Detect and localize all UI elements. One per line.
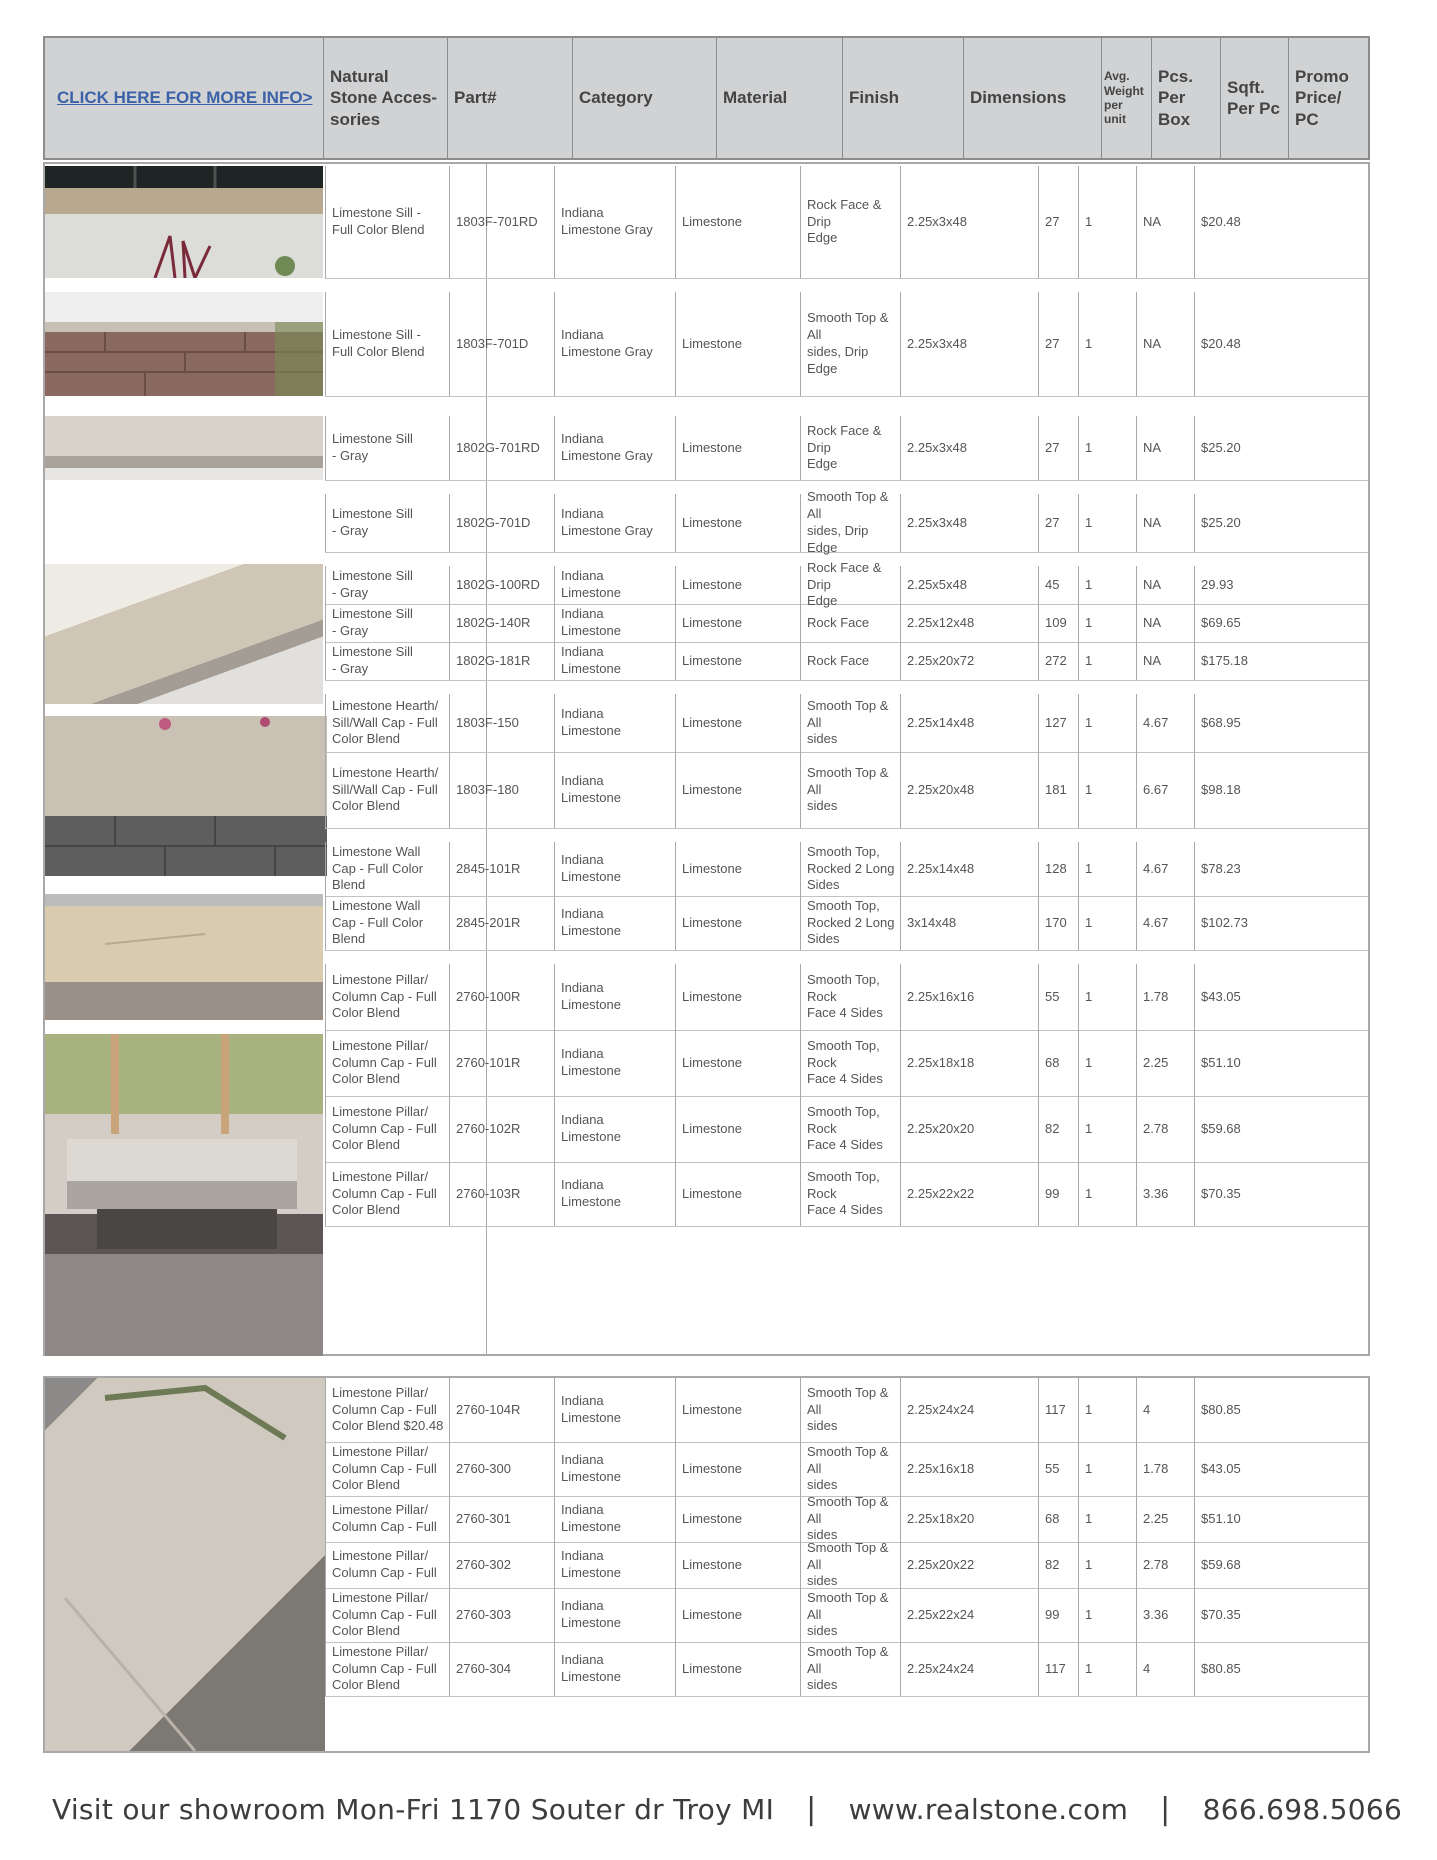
table-row	[325, 1588, 1368, 1643]
cell-pcs: 1	[1078, 1162, 1136, 1226]
cell-name: Limestone Pillar/ Column Cap - Full Color Blend	[325, 1442, 449, 1496]
pillar-smooth-photo	[45, 1378, 325, 1751]
cell-name: Limestone Sill - Gray	[325, 604, 449, 642]
cell-price: $25.20	[1194, 416, 1368, 480]
cell-name: Limestone Pillar/ Column Cap - Full Color Blend	[325, 1096, 449, 1162]
cell-price: $51.10	[1194, 1030, 1368, 1096]
cell-sqft: NA	[1136, 416, 1194, 480]
cell-name: Limestone Sill - Gray	[325, 494, 449, 552]
table-row	[325, 416, 1368, 481]
cell-material: Limestone	[675, 1642, 800, 1696]
cell-weight: 82	[1038, 1096, 1078, 1162]
cell-weight: 109	[1038, 604, 1078, 642]
cell-name: Limestone Hearth/ Sill/Wall Cap - Full Color Blend	[325, 694, 449, 752]
cell-weight: 82	[1038, 1542, 1078, 1588]
cell-material: Limestone	[675, 416, 800, 480]
cell-material: Limestone	[675, 1442, 800, 1496]
cell-sqft: 3.36	[1136, 1588, 1194, 1642]
footer-separator: |	[806, 1792, 817, 1827]
cell-material: Limestone	[675, 1496, 800, 1542]
cell-dim: 2.25x20x72	[900, 642, 1038, 680]
cell-part: 2760-102R	[449, 1096, 554, 1162]
cell-finish: Smooth Top & All sides	[800, 752, 900, 828]
cell-sqft: 3.36	[1136, 1162, 1194, 1226]
cell-price: $59.68	[1194, 1542, 1368, 1588]
cell-price: $43.05	[1194, 1442, 1368, 1496]
table-row	[325, 1642, 1368, 1697]
cell-dim: 2.25x18x18	[900, 1030, 1038, 1096]
table-row	[325, 1442, 1368, 1497]
cell-material: Limestone	[675, 842, 800, 896]
cell-dim: 2.25x3x48	[900, 494, 1038, 552]
cell-sqft: 4	[1136, 1642, 1194, 1696]
header-link-cell	[45, 38, 323, 158]
cell-part: 2845-201R	[449, 896, 554, 950]
cell-pcs: 1	[1078, 642, 1136, 680]
cell-part: 2760-300	[449, 1442, 554, 1496]
cell-price: $20.48	[1194, 292, 1368, 396]
cell-material: Limestone	[675, 604, 800, 642]
cell-name: Limestone Pillar/ Column Cap - Full Color Blend	[325, 1642, 449, 1696]
table-row	[325, 166, 1368, 279]
cell-part: 2760-303	[449, 1588, 554, 1642]
cell-finish: Smooth Top, Rock Face 4 Sides	[800, 1162, 900, 1226]
wall-cap-photo	[45, 894, 323, 1020]
table-row	[325, 752, 1368, 829]
cell-finish: Smooth Top, Rocked 2 Long Sides	[800, 842, 900, 896]
cell-finish: Smooth Top, Rock Face 4 Sides	[800, 964, 900, 1030]
cell-sqft: NA	[1136, 642, 1194, 680]
cell-pcs: 1	[1078, 964, 1136, 1030]
table-row	[325, 1539, 1368, 1589]
cell-category: Indiana Limestone	[554, 1542, 675, 1588]
cell-material: Limestone	[675, 1542, 800, 1588]
cell-dim: 2.25x20x20	[900, 1096, 1038, 1162]
cell-sqft: NA	[1136, 604, 1194, 642]
header-natural: Natural Stone Acces- sories	[323, 38, 447, 158]
table-row	[325, 694, 1368, 753]
cell-name: Limestone Pillar/ Column Cap - Full Color Blend	[325, 1162, 449, 1226]
cell-sqft: 4.67	[1136, 896, 1194, 950]
table-row	[325, 642, 1368, 681]
cell-dim: 2.25x5x48	[900, 566, 1038, 604]
cell-pcs: 1	[1078, 694, 1136, 752]
cell-part: 2760-304	[449, 1642, 554, 1696]
cell-weight: 99	[1038, 1588, 1078, 1642]
cell-category: Indiana Limestone	[554, 752, 675, 828]
cell-finish: Smooth Top & All sides, Drip Edge	[800, 292, 900, 396]
cell-price: $80.85	[1194, 1642, 1368, 1696]
table-section-main	[43, 162, 1370, 1356]
cell-sqft: NA	[1136, 494, 1194, 552]
cell-finish: Smooth Top, Rock Face 4 Sides	[800, 1030, 900, 1096]
cell-name: Limestone Hearth/ Sill/Wall Cap - Full Color Blend	[325, 752, 449, 828]
cell-pcs: 1	[1078, 1442, 1136, 1496]
cell-part: 1802G-701RD	[449, 416, 554, 480]
table-row	[325, 1096, 1368, 1163]
cell-name: Limestone Sill - Full Color Blend	[325, 166, 449, 278]
cell-pcs: 1	[1078, 1496, 1136, 1542]
table-row	[325, 1030, 1368, 1097]
cell-sqft: 4	[1136, 1378, 1194, 1442]
sill-gray-thick-photo	[45, 564, 323, 704]
table-row	[325, 292, 1368, 397]
cell-name: Limestone Sill - Gray	[325, 416, 449, 480]
cell-name: Limestone Pillar/ Column Cap - Full Color Blend $20.48	[325, 1378, 449, 1442]
cell-name: Limestone Sill - Gray	[325, 566, 449, 604]
cell-part: 1803F-701RD	[449, 166, 554, 278]
table-row	[325, 842, 1368, 897]
cell-dim: 2.25x16x18	[900, 1442, 1038, 1496]
cell-pcs: 1	[1078, 1096, 1136, 1162]
cell-sqft: 1.78	[1136, 1442, 1194, 1496]
cell-finish: Smooth Top & All sides	[800, 694, 900, 752]
cell-pcs: 1	[1078, 1542, 1136, 1588]
cell-category: Indiana Limestone Gray	[554, 494, 675, 552]
table-row	[325, 489, 1368, 555]
cell-weight: 272	[1038, 642, 1078, 680]
cell-weight: 68	[1038, 1496, 1078, 1542]
header-weight: Avg. Weight per unit	[1101, 38, 1151, 158]
cell-dim: 2.25x18x20	[900, 1496, 1038, 1542]
cell-weight: 170	[1038, 896, 1078, 950]
cell-weight: 181	[1038, 752, 1078, 828]
sill-brick-photo	[45, 292, 323, 396]
cell-part: 2760-100R	[449, 964, 554, 1030]
cell-pcs: 1	[1078, 604, 1136, 642]
cell-part: 1802G-701D	[449, 494, 554, 552]
cell-dim: 2.25x22x24	[900, 1588, 1038, 1642]
cell-sqft: 2.25	[1136, 1496, 1194, 1542]
cell-material: Limestone	[675, 694, 800, 752]
cell-price: $102.73	[1194, 896, 1368, 950]
cell-category: Indiana Limestone Gray	[554, 166, 675, 278]
cell-price: $70.35	[1194, 1588, 1368, 1642]
cell-dim: 2.25x20x48	[900, 752, 1038, 828]
cell-dim: 2.25x3x48	[900, 166, 1038, 278]
cell-weight: 127	[1038, 694, 1078, 752]
cell-price: $69.65	[1194, 604, 1368, 642]
cell-part: 1802G-100RD	[449, 566, 554, 604]
table-row	[325, 1493, 1368, 1543]
cell-price: $70.35	[1194, 1162, 1368, 1226]
table-row	[325, 1162, 1368, 1227]
table-row	[325, 559, 1368, 609]
cell-dim: 2.25x14x48	[900, 842, 1038, 896]
showroom-text: Visit our showroom Mon-Fri 1170 Souter dr Troy MI	[52, 1793, 775, 1826]
cell-part: 1803F-701D	[449, 292, 554, 396]
footer-separator: |	[1160, 1792, 1171, 1827]
cell-part: 2760-101R	[449, 1030, 554, 1096]
cell-material: Limestone	[675, 494, 800, 552]
cell-dim: 2.25x24x24	[900, 1378, 1038, 1442]
cell-weight: 55	[1038, 964, 1078, 1030]
cell-category: Indiana Limestone	[554, 694, 675, 752]
cell-part: 2845-101R	[449, 842, 554, 896]
cell-price: $25.20	[1194, 494, 1368, 552]
cell-weight: 68	[1038, 1030, 1078, 1096]
cell-sqft: 4.67	[1136, 842, 1194, 896]
cell-part: 2760-104R	[449, 1378, 554, 1442]
cell-category: Indiana Limestone	[554, 1378, 675, 1442]
cell-name: Limestone Pillar/ Column Cap - Full Color Blend	[325, 1030, 449, 1096]
cell-weight: 55	[1038, 1442, 1078, 1496]
cell-finish: Smooth Top & All sides	[800, 1378, 900, 1442]
cell-dim: 2.25x20x22	[900, 1542, 1038, 1588]
cell-category: Indiana Limestone	[554, 1162, 675, 1226]
sill-gray-photo	[45, 416, 323, 480]
header-price: Promo Price/ PC	[1288, 38, 1368, 158]
header-finish: Finish	[842, 38, 963, 158]
cell-category: Indiana Limestone	[554, 604, 675, 642]
cell-finish: Smooth Top & All sides	[800, 1588, 900, 1642]
cell-finish: Rock Face & Drip Edge	[800, 416, 900, 480]
cell-finish: Smooth Top & All sides	[800, 1496, 900, 1542]
table-row	[325, 1378, 1368, 1443]
more-info-link[interactable]: CLICK HERE FOR MORE INFO>	[57, 88, 313, 108]
cell-weight: 117	[1038, 1378, 1078, 1442]
cell-pcs: 1	[1078, 1642, 1136, 1696]
header-pcs: Pcs. Per Box	[1151, 38, 1220, 158]
cell-category: Indiana Limestone	[554, 1442, 675, 1496]
cell-weight: 128	[1038, 842, 1078, 896]
table-header	[43, 36, 1370, 160]
cell-sqft: 2.78	[1136, 1542, 1194, 1588]
cell-material: Limestone	[675, 166, 800, 278]
cell-part: 2760-302	[449, 1542, 554, 1588]
cell-name: Limestone Pillar/ Column Cap - Full Color Blend	[325, 1588, 449, 1642]
cell-part: 1803F-150	[449, 694, 554, 752]
cell-pcs: 1	[1078, 292, 1136, 396]
cell-finish: Rock Face & Drip Edge	[800, 566, 900, 604]
header-sqft: Sqft. Per Pc	[1220, 38, 1288, 158]
footer	[52, 1792, 1403, 1827]
cell-sqft: NA	[1136, 166, 1194, 278]
header-part: Part#	[447, 38, 572, 158]
cell-category: Indiana Limestone Gray	[554, 292, 675, 396]
cell-weight: 117	[1038, 1642, 1078, 1696]
cell-material: Limestone	[675, 292, 800, 396]
cell-dim: 3x14x48	[900, 896, 1038, 950]
cell-pcs: 1	[1078, 1588, 1136, 1642]
cell-material: Limestone	[675, 964, 800, 1030]
cell-category: Indiana Limestone	[554, 896, 675, 950]
header-dimensions: Dimensions	[963, 38, 1101, 158]
cell-finish: Smooth Top & All sides	[800, 1542, 900, 1588]
cell-weight: 27	[1038, 166, 1078, 278]
cell-finish: Smooth Top & All sides	[800, 1642, 900, 1696]
cell-finish: Smooth Top & All sides, Drip Edge	[800, 494, 900, 552]
cell-dim: 2.25x14x48	[900, 694, 1038, 752]
cell-finish: Smooth Top & All sides	[800, 1442, 900, 1496]
cell-finish: Rock Face	[800, 604, 900, 642]
table-row	[325, 964, 1368, 1031]
cell-sqft: NA	[1136, 292, 1194, 396]
cell-part: 1802G-181R	[449, 642, 554, 680]
cell-category: Indiana Limestone	[554, 642, 675, 680]
cell-pcs: 1	[1078, 566, 1136, 604]
cell-category: Indiana Limestone	[554, 1030, 675, 1096]
cell-part: 1803F-180	[449, 752, 554, 828]
cell-part: 2760-301	[449, 1496, 554, 1542]
cell-finish: Smooth Top, Rock Face 4 Sides	[800, 1096, 900, 1162]
cell-finish: Rock Face	[800, 642, 900, 680]
cell-sqft: 2.78	[1136, 1096, 1194, 1162]
cell-weight: 99	[1038, 1162, 1078, 1226]
cell-material: Limestone	[675, 1588, 800, 1642]
cell-finish: Smooth Top, Rocked 2 Long Sides	[800, 896, 900, 950]
cell-pcs: 1	[1078, 752, 1136, 828]
cell-pcs: 1	[1078, 896, 1136, 950]
cell-category: Indiana Limestone	[554, 1588, 675, 1642]
cell-material: Limestone	[675, 1096, 800, 1162]
cell-price: $20.48	[1194, 166, 1368, 278]
cell-material: Limestone	[675, 1378, 800, 1442]
cell-category: Indiana Limestone	[554, 1096, 675, 1162]
cell-material: Limestone	[675, 566, 800, 604]
cell-price: $43.05	[1194, 964, 1368, 1030]
cell-name: Limestone Wall Cap - Full Color Blend	[325, 842, 449, 896]
cell-material: Limestone	[675, 896, 800, 950]
cell-name: Limestone Wall Cap - Full Color Blend	[325, 896, 449, 950]
cell-pcs: 1	[1078, 166, 1136, 278]
cell-dim: 2.25x3x48	[900, 416, 1038, 480]
cell-pcs: 1	[1078, 1030, 1136, 1096]
header-material: Material	[716, 38, 842, 158]
cell-sqft: 1.78	[1136, 964, 1194, 1030]
cell-pcs: 1	[1078, 1378, 1136, 1442]
cell-price: $68.95	[1194, 694, 1368, 752]
cell-part: 2760-103R	[449, 1162, 554, 1226]
cell-name: Limestone Sill - Gray	[325, 642, 449, 680]
hearth-cap-photo	[45, 716, 327, 876]
cell-name: Limestone Pillar/ Column Cap - Full	[325, 1496, 449, 1542]
cell-name: Limestone Pillar/ Column Cap - Full	[325, 1542, 449, 1588]
sill-window-photo	[45, 166, 323, 278]
cell-sqft: 4.67	[1136, 694, 1194, 752]
cell-part: 1802G-140R	[449, 604, 554, 642]
cell-price: $80.85	[1194, 1378, 1368, 1442]
cell-pcs: 1	[1078, 842, 1136, 896]
cell-dim: 2.25x22x22	[900, 1162, 1038, 1226]
cell-weight: 27	[1038, 292, 1078, 396]
cell-price: 29.93	[1194, 566, 1368, 604]
cell-dim: 2.25x24x24	[900, 1642, 1038, 1696]
cell-weight: 45	[1038, 566, 1078, 604]
cell-dim: 2.25x16x16	[900, 964, 1038, 1030]
website-link[interactable]: www.realstone.com	[848, 1793, 1129, 1826]
pillar-cap-photo	[45, 1034, 323, 1356]
cell-category: Indiana Limestone	[554, 964, 675, 1030]
cell-price: $59.68	[1194, 1096, 1368, 1162]
cell-name: Limestone Pillar/ Column Cap - Full Color Blend	[325, 964, 449, 1030]
table-section-pillar	[43, 1376, 1370, 1753]
phone-number[interactable]: 866.698.5066	[1202, 1793, 1403, 1826]
table-row	[325, 604, 1368, 643]
cell-sqft: 6.67	[1136, 752, 1194, 828]
cell-material: Limestone	[675, 1030, 800, 1096]
cell-category: Indiana Limestone	[554, 566, 675, 604]
cell-material: Limestone	[675, 642, 800, 680]
cell-price: $78.23	[1194, 842, 1368, 896]
cell-category: Indiana Limestone	[554, 1642, 675, 1696]
cell-sqft: NA	[1136, 566, 1194, 604]
cell-category: Indiana Limestone	[554, 842, 675, 896]
cell-price: $98.18	[1194, 752, 1368, 828]
cell-weight: 27	[1038, 416, 1078, 480]
cell-weight: 27	[1038, 494, 1078, 552]
cell-name: Limestone Sill - Full Color Blend	[325, 292, 449, 396]
cell-price: $175.18	[1194, 642, 1368, 680]
cell-price: $51.10	[1194, 1496, 1368, 1542]
cell-material: Limestone	[675, 1162, 800, 1226]
cell-sqft: 2.25	[1136, 1030, 1194, 1096]
cell-pcs: 1	[1078, 416, 1136, 480]
cell-dim: 2.25x12x48	[900, 604, 1038, 642]
cell-dim: 2.25x3x48	[900, 292, 1038, 396]
table-row	[325, 896, 1368, 951]
cell-finish: Rock Face & Drip Edge	[800, 166, 900, 278]
header-category: Category	[572, 38, 716, 158]
cell-material: Limestone	[675, 752, 800, 828]
cell-category: Indiana Limestone Gray	[554, 416, 675, 480]
cell-category: Indiana Limestone	[554, 1496, 675, 1542]
cell-pcs: 1	[1078, 494, 1136, 552]
